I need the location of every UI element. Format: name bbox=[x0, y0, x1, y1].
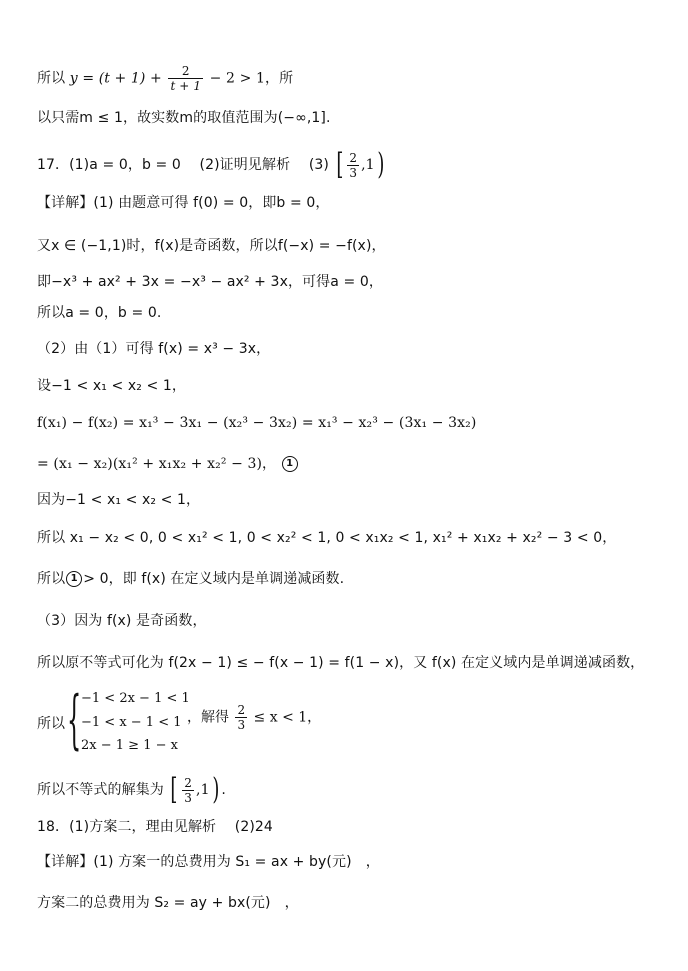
line-13: 所以 x₁ − x₂ < 0, 0 < x₁² < 1, 0 < x₂² < 1, 0 < x₁x₂ < 1, x₁² + x₁x₂ + x₂² − 3 < 0， bbox=[37, 530, 617, 546]
fraction bbox=[182, 776, 194, 805]
fraction-denominator: 3 bbox=[349, 165, 358, 180]
line-9: 设−1 < x₁ < x₂ < 1， bbox=[37, 378, 187, 394]
math: = (x₁ − x₂)(x₁² + x₁x₂ + x₂² − 3)， bbox=[37, 456, 277, 472]
text: > 0，即 f(x) 在定义域内是单调递减函数. bbox=[83, 571, 345, 587]
circled-number: 1 bbox=[282, 456, 298, 472]
line-15: （3）因为 f(x) 是奇函数， bbox=[37, 613, 207, 629]
math: ,1 bbox=[196, 782, 210, 798]
text: 所以 bbox=[37, 716, 65, 732]
line-7: 所以a = 0，b = 0. bbox=[37, 305, 162, 321]
system-row: −1 < 2x − 1 < 1 bbox=[81, 691, 190, 706]
math: ≤ x < 1， bbox=[253, 709, 322, 726]
left-brace: { bbox=[67, 683, 82, 757]
line-10: f(x₁) − f(x₂) = x₁³ − 3x₁ − (x₂³ − 3x₂) = x₁³ − x₂³ − (3x₁ − 3x₂) bbox=[37, 415, 477, 431]
line-17 bbox=[37, 772, 226, 807]
text: ，解得 bbox=[187, 709, 229, 726]
fraction-denominator: t + 1 bbox=[170, 79, 202, 93]
fraction-denominator: 3 bbox=[184, 790, 193, 805]
line-14 bbox=[37, 569, 344, 589]
system-row: 2x − 1 ≥ 1 − x bbox=[81, 738, 178, 753]
line-11 bbox=[37, 454, 299, 474]
line-8: （2）由（1）可得 f(x) = x³ − 3x， bbox=[37, 341, 271, 357]
line-1 bbox=[37, 64, 293, 93]
line-3 bbox=[37, 147, 386, 182]
math: ,1 bbox=[361, 157, 375, 173]
line-19: 【详解】(1) 方案一的总费用为 S₁ = ax + by(元) ， bbox=[37, 854, 380, 870]
text: 所以 bbox=[37, 70, 66, 87]
line-6: 即−x³ + ax² + 3x = −x³ − ax² + 3x，可得a = 0， bbox=[37, 274, 383, 290]
fraction-numerator: 2 bbox=[237, 703, 246, 717]
left-bracket: [ bbox=[335, 147, 343, 182]
text: 所以不等式的解集为 bbox=[37, 782, 164, 798]
fraction-numerator: 2 bbox=[184, 775, 193, 790]
line-4: 【详解】(1) 由题意可得 f(0) = 0，即b = 0， bbox=[37, 195, 330, 211]
text: 所以 bbox=[37, 571, 66, 587]
circled-number: 1 bbox=[66, 571, 82, 587]
text: . bbox=[221, 782, 226, 798]
fraction bbox=[347, 151, 359, 180]
text: ，所 bbox=[264, 70, 294, 87]
line-20: 方案二的总费用为 S₂ = ay + bx(元) ， bbox=[37, 895, 299, 911]
fraction-numerator: 2 bbox=[349, 150, 358, 165]
fraction-numerator: 2 bbox=[168, 64, 203, 79]
right-paren: ) bbox=[377, 147, 385, 182]
right-paren: ) bbox=[211, 772, 220, 807]
line-5: 又x ∈ (−1,1)时，f(x)是奇函数，所以f(−x) = −f(x)， bbox=[37, 238, 386, 254]
line-12: 因为−1 < x₁ < x₂ < 1， bbox=[37, 492, 201, 508]
system-result bbox=[187, 703, 321, 732]
line-18: 18．(1)方案二，理由见解析 (2)24 bbox=[37, 819, 273, 835]
left-bracket: [ bbox=[170, 772, 178, 807]
fraction bbox=[168, 64, 203, 93]
fraction-denominator: 3 bbox=[237, 718, 246, 732]
fraction bbox=[235, 703, 247, 732]
math: − 2 > 1 bbox=[209, 70, 265, 87]
line-2: 以只需m ≤ 1，故实数m的取值范围为(−∞,1]. bbox=[37, 110, 331, 126]
system-row: −1 < x − 1 < 1 bbox=[81, 715, 182, 730]
text: 17．(1)a = 0，b = 0 (2)证明见解析 (3) bbox=[37, 157, 329, 173]
line-16: 所以原不等式可化为 f(2x − 1) ≤ − f(x − 1) = f(1 − x)，又 f(x) 在定义域内是单调递减函数， bbox=[37, 655, 645, 671]
math: y = (t + 1) + bbox=[69, 70, 162, 87]
